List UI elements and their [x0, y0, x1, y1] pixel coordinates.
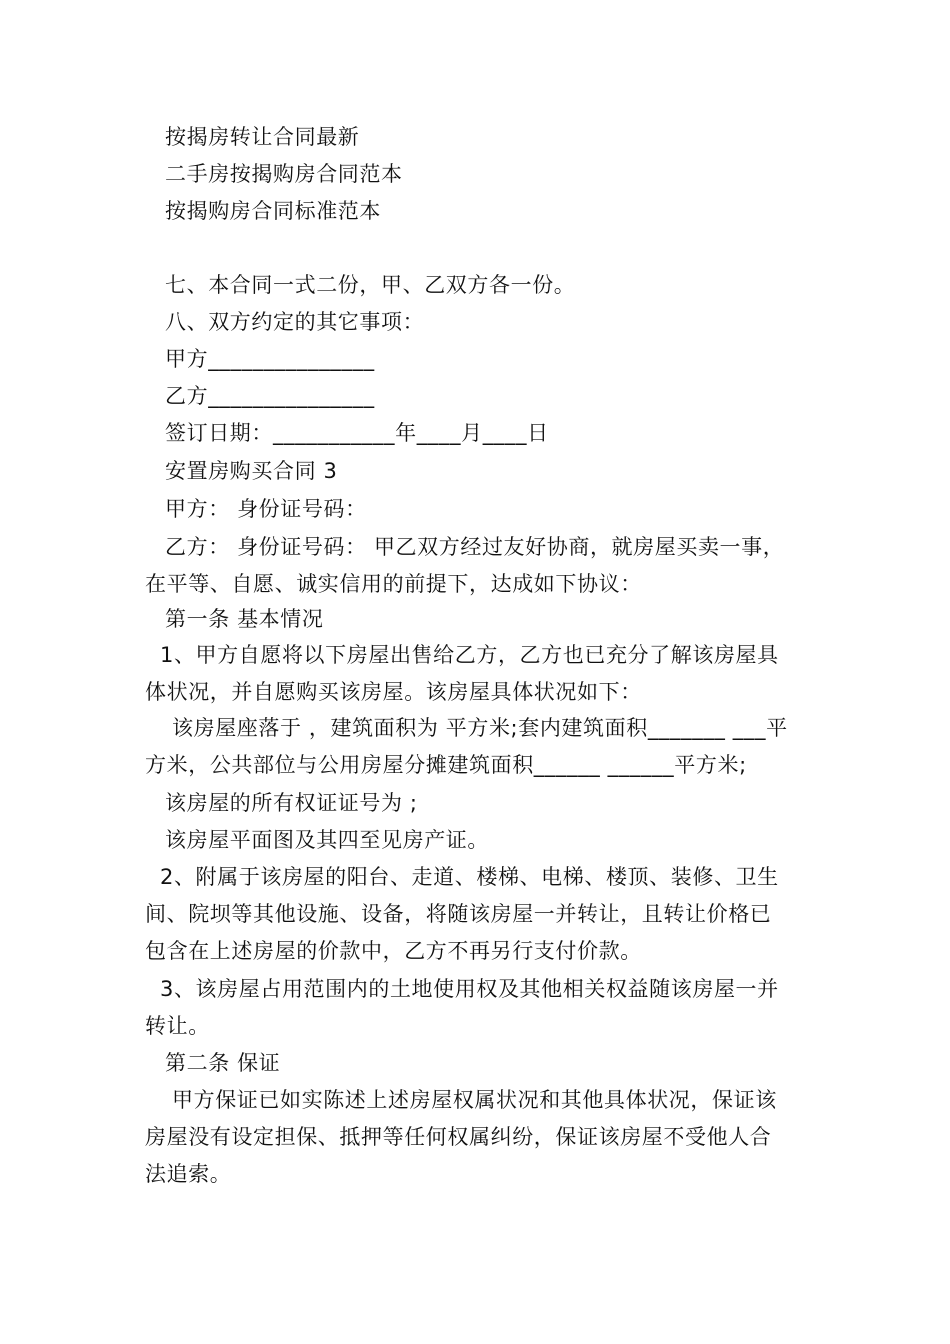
ownership-cert: 该房屋的所有权证证号为 ; — [165, 791, 418, 815]
party-a-id: 甲方： 身份证号码： — [165, 497, 367, 521]
guarantee-text-cont-1: 房屋没有设定担保、抵押等任何权属纠纷，保证该房屋不受他人合 — [145, 1125, 772, 1149]
contract-title: 安置房购买合同 3 — [165, 459, 338, 483]
clause-8: 八、双方约定的其它事项： — [165, 310, 425, 334]
article-2-heading: 第二条 保证 — [165, 1051, 281, 1075]
item-2-cont-1: 间、院坝等其他设施、设备，将随该房屋一并转让，且转让价格已 — [145, 902, 772, 926]
party-a-signature: 甲方_______________ — [165, 347, 375, 371]
signing-date: 签订日期：___________年____月____日 — [165, 421, 549, 445]
related-link-2[interactable]: 二手房按揭购房合同范本 — [165, 162, 403, 186]
party-b-signature: 乙方_______________ — [165, 384, 375, 408]
party-b-intro-cont: 在平等、自愿、诚实信用的前提下，达成如下协议： — [145, 572, 642, 596]
property-location: 该房屋座落于 ，建筑面积为 平方米;套内建筑面积_______ ___平 — [172, 716, 788, 740]
related-link-3[interactable]: 按揭购房合同标准范本 — [165, 199, 381, 223]
article-1-heading: 第一条 基本情况 — [165, 607, 324, 631]
guarantee-text-cont-2: 法追索。 — [145, 1162, 232, 1186]
item-3-cont: 转让。 — [145, 1014, 210, 1038]
floor-plan: 该房屋平面图及其四至见房产证。 — [165, 828, 489, 852]
item-1-cont: 体状况，并自愿购买该房屋。该房屋具体状况如下： — [145, 680, 642, 704]
related-link-1[interactable]: 按揭房转让合同最新 — [165, 125, 360, 149]
clause-7: 七、本合同一式二份，甲、乙双方各一份。 — [165, 273, 576, 297]
item-2-cont-2: 包含在上述房屋的价款中，乙方不再另行支付价款。 — [145, 939, 642, 963]
property-location-cont: 方米，公共部位与公用房屋分摊建筑面积______ ______平方米; — [145, 753, 747, 777]
item-1: 1、甲方自愿将以下房屋出售给乙方，乙方也已充分了解该房屋具 — [160, 643, 779, 667]
item-2: 2、附属于该房屋的阳台、走道、楼梯、电梯、楼顶、装修、卫生 — [160, 865, 779, 889]
party-b-intro: 乙方： 身份证号码： 甲乙双方经过友好协商，就房屋买卖一事， — [165, 535, 785, 559]
item-3: 3、该房屋占用范围内的土地使用权及其他相关权益随该房屋一并 — [160, 977, 779, 1001]
guarantee-text: 甲方保证已如实陈述上述房屋权属状况和其他具体状况，保证该 — [172, 1088, 777, 1112]
